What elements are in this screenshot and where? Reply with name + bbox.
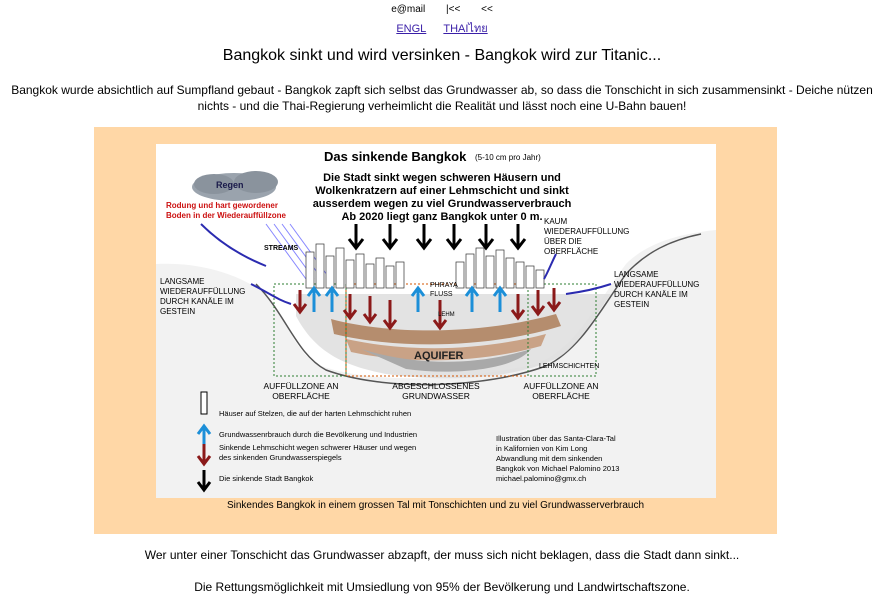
legend-house-icon: [201, 392, 207, 414]
clearing-line-2: Boden in der Wiederauffüllzone: [166, 211, 286, 220]
zone-right-line-1: AUFFÜLLZONE AN: [523, 381, 599, 391]
rain-label: Regen: [216, 180, 244, 190]
page-title: Bangkok sinkt und wird versinken - Bangkok wird zur Titanic...: [222, 47, 662, 64]
figure-heading: Das sinkende Bangkok: [324, 149, 467, 164]
credit-line-5: michael.palomino@gmx.ch: [496, 474, 587, 483]
slow-right-line-1: LANGSAME: [614, 270, 659, 279]
credit-line-4: Bangkok von Michael Palomino 2013: [496, 464, 620, 473]
sinking-bangkok-illustration: [156, 144, 716, 498]
thai-link[interactable]: THAIไทย: [443, 23, 488, 35]
slow-left-line-4: GESTEIN: [160, 307, 196, 316]
little-refill-line-3: ÜBER DIE: [544, 237, 582, 246]
river-line-1: PHRAYA: [430, 282, 458, 289]
slow-right-line-3: DURCH KANÄLE IM: [614, 290, 688, 299]
clay-layers-label: LEHMSCHICHTEN: [539, 363, 600, 370]
illustration-svg: [156, 144, 716, 498]
legend-sinking-line-1: Sinkende Lehmschicht wegen schwerer Häuser und wegen: [219, 443, 417, 452]
headline-line-4: Ab 2020 liegt ganz Bangkok unter 0 m.: [341, 211, 543, 223]
legend-houses: Häuser auf Stelzen, die auf der harten Lehmschicht ruhen: [219, 409, 412, 418]
zone-center-line-1: ABGESCHLOSSENES: [392, 381, 480, 391]
little-refill-line-4: OBERFLÄCHE: [544, 247, 599, 256]
language-links: [0, 19, 884, 37]
intro-text: Bangkok wurde absichtlich auf Sumpfland gebaut - Bangkok zapft sich selbst das Grundwasser ab, so dass die Tonschicht in sich zusammensinkt - Deiche nützen nichts - und die Thai-Regierung verheimlicht die Realität und lässt noch eine U-Bahn bauen!: [11, 83, 873, 113]
zone-center-line-2: GRUNDWASSER: [402, 391, 470, 401]
figure-caption: Sinkendes Bangkok in einem grossen Tal mit Tonschichten und zu viel Grundwasserverbrauch: [226, 500, 645, 511]
legend-sinking-line-2: des sinkenden Grundwasserspiegels: [219, 453, 342, 462]
legend-city: Die sinkende Stadt Bangkok: [219, 474, 314, 483]
clay-label: LEHM: [438, 312, 455, 318]
slow-left-line-3: DURCH KANÄLE IM: [160, 297, 234, 306]
clearing-line-1: Rodung und hart gewordener: [166, 201, 278, 210]
top-nav: [0, 4, 884, 15]
sinking-city-arrows: [349, 224, 525, 248]
credit-line-1: Illustration über das Santa-Clara-Tal: [496, 434, 616, 443]
figure-heading-sub: (5-10 cm pro Jahr): [475, 153, 541, 162]
zone-left-line-1: AUFFÜLLZONE AN: [263, 381, 339, 391]
email-link[interactable]: e@mail: [391, 4, 426, 15]
credit-line-2: in Kalifornien von Kim Long: [496, 444, 588, 453]
legend-groundwater: Grundwassenrbrauch durch die Bevölkerung und Industrien: [219, 430, 418, 439]
credit-line-3: Abwandlung mit dem sinkenden: [496, 454, 603, 463]
river-line-2: FLUSS: [430, 291, 453, 298]
little-refill-line-1: KAUM: [544, 217, 568, 226]
aquifer-label: AQUIFER: [414, 350, 464, 362]
body-line-2: Die Rettungsmöglichkeit mit Umsiedlung von 95% der Bevölkerung und Landwirtschaftszone.: [194, 580, 690, 594]
headline-line-1: Die Stadt sinkt wegen schweren Häusern und: [323, 172, 561, 184]
first-page-link[interactable]: |<<: [446, 4, 461, 15]
zone-left-line-2: OBERFLÄCHE: [272, 391, 330, 401]
headline-line-3: ausserdem wegen zu viel Grundwasserverbrauch: [312, 198, 572, 210]
body-line-1: Wer unter einer Tonschicht das Grundwasser abzapft, der muss sich nicht beklagen, dass die Stadt dann sinkt...: [144, 548, 740, 562]
slow-right-line-2: WIEDERAUFFÜLLUNG: [614, 280, 700, 289]
headline-line-2: Wolkenkratzern auf einer Lehmschicht und sinkt: [315, 185, 569, 197]
city-skyline: [306, 244, 544, 288]
zone-right-line-2: OBERFLÄCHE: [532, 391, 590, 401]
streams-label: STREAMS: [264, 245, 299, 252]
slow-left-line-2: WIEDERAUFFÜLLUNG: [160, 287, 246, 296]
previous-page-link[interactable]: <<: [481, 4, 493, 15]
english-link[interactable]: ENGL: [396, 23, 427, 35]
little-refill-line-2: WIEDERAUFFÜLLUNG: [544, 227, 630, 236]
slow-right-line-4: GESTEIN: [614, 300, 650, 309]
slow-left-line-1: LANGSAME: [160, 277, 205, 286]
